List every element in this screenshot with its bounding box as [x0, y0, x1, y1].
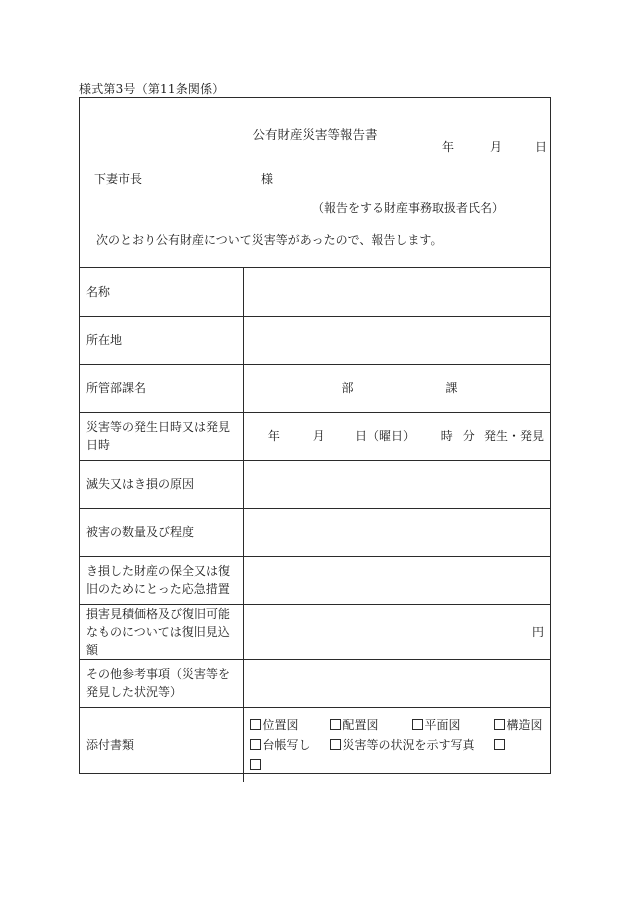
damage-label: 被害の数量及び程度: [80, 508, 243, 556]
table-row: [80, 604, 550, 659]
table-row: [80, 556, 550, 604]
department-label: 所管部課名: [80, 364, 243, 412]
occurrence-type[interactable]: 発生・発見: [483, 429, 544, 443]
table-row: [80, 659, 550, 707]
checkbox-icon[interactable]: [250, 759, 261, 770]
measures-field[interactable]: [243, 556, 550, 604]
attachment-option[interactable]: [330, 735, 494, 755]
occurrence-year-unit: 年: [267, 429, 280, 443]
attachment-option[interactable]: [250, 715, 330, 735]
attachment-label: 平面図: [424, 717, 461, 732]
occurrence-field[interactable]: [243, 412, 550, 460]
form-number: 様式第3号（第11条関係）: [79, 82, 225, 96]
addressee: 下妻市長: [94, 172, 143, 186]
date-month-label: 月: [490, 140, 503, 154]
estimate-yen-unit: 円: [531, 624, 544, 639]
department-ka-unit: 課: [445, 381, 458, 395]
attachment-option[interactable]: [494, 715, 543, 735]
name-label: 名称: [80, 268, 243, 316]
report-form: [79, 97, 551, 774]
table-row: [80, 412, 550, 460]
checkbox-icon[interactable]: [330, 719, 341, 730]
name-field[interactable]: [243, 268, 550, 316]
other-label: その他参考事項（災害等を発見した状況等）: [80, 659, 243, 707]
table-row: [80, 508, 550, 556]
cause-field[interactable]: [243, 460, 550, 508]
estimate-field[interactable]: [243, 604, 550, 659]
report-statement: 次のとおり公有財産について災害等があったので、報告します。: [96, 233, 443, 247]
table-row: [80, 364, 550, 412]
location-field[interactable]: [243, 316, 550, 364]
occurrence-hour-unit: 時: [440, 429, 453, 443]
department-bu-unit: 部: [341, 381, 354, 395]
estimate-label: 損害見積価格及び復旧可能なものについては復旧見込額: [80, 604, 243, 659]
attachment-label: 位置図: [262, 717, 299, 732]
attachment-label: 構造図: [506, 717, 543, 732]
measures-label: き損した財産の保全又は復旧のためにとった応急措置: [80, 556, 243, 604]
attachment-option-blank[interactable]: [494, 735, 507, 755]
department-field[interactable]: [243, 364, 550, 412]
date-year-label: 年: [442, 140, 455, 154]
attachment-option-blank[interactable]: [250, 755, 263, 775]
form-title: 公有財産災害等報告書: [252, 127, 378, 142]
damage-field[interactable]: [243, 508, 550, 556]
cause-label: 滅失又はき損の原因: [80, 460, 243, 508]
occurrence-month-unit: 月: [312, 429, 325, 443]
attachment-option[interactable]: [412, 715, 494, 735]
occurrence-label: 災害等の発生日時又は発見日時: [80, 412, 243, 460]
occurrence-minute-unit: 分: [462, 429, 475, 443]
checkbox-icon[interactable]: [330, 739, 341, 750]
attachment-label: 台帳写し: [262, 737, 311, 752]
attachment-option[interactable]: [330, 715, 412, 735]
checkbox-icon[interactable]: [412, 719, 423, 730]
other-field[interactable]: [243, 659, 550, 707]
report-fields-table: [80, 268, 550, 782]
attachment-label: 災害等の状況を示す写真: [342, 737, 475, 752]
occurrence-day-weekday-unit: 日（曜日）: [355, 429, 416, 443]
table-row: [80, 268, 550, 316]
attachment-option[interactable]: [250, 735, 330, 755]
checkbox-icon[interactable]: [494, 739, 505, 750]
checkbox-icon[interactable]: [250, 719, 261, 730]
table-row: [80, 316, 550, 364]
attachments-label: 添付書類: [80, 707, 243, 782]
date-day-label: 日: [535, 140, 548, 154]
checkbox-icon[interactable]: [494, 719, 505, 730]
checkbox-icon[interactable]: [250, 739, 261, 750]
attachments-field: [243, 707, 550, 782]
attachment-label: 配置図: [342, 717, 379, 732]
form-header: [80, 98, 550, 268]
honorific: 様: [261, 172, 274, 186]
table-row: [80, 460, 550, 508]
reporter-name-label: （報告をする財産事務取扱者氏名）: [312, 201, 505, 215]
table-row: [80, 707, 550, 782]
location-label: 所在地: [80, 316, 243, 364]
